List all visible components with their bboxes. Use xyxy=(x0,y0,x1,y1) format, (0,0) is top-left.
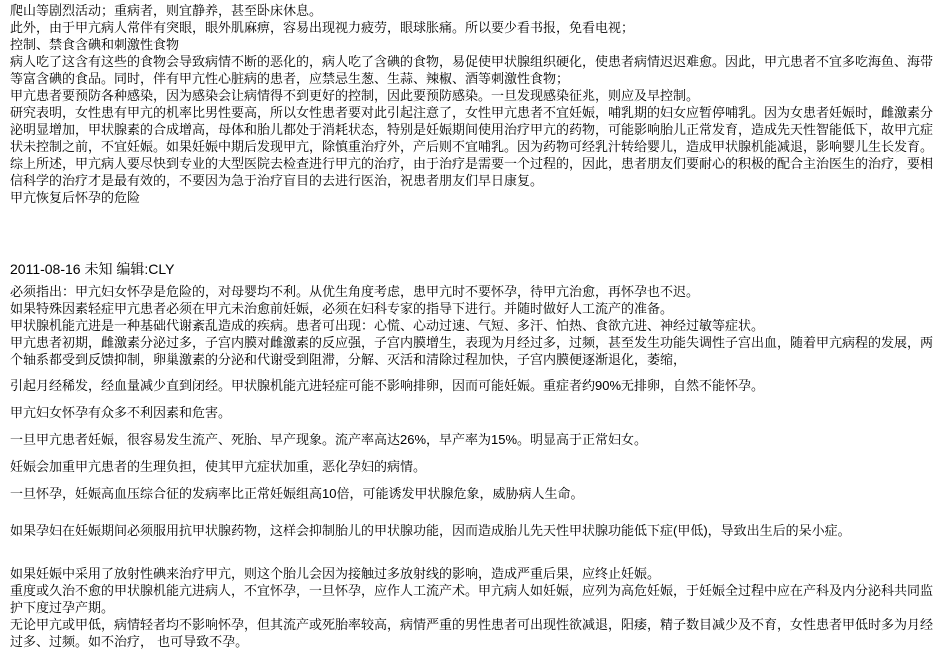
intro-section xyxy=(10,3,942,207)
paragraph-pregnancy-research: 研究表明，女性患有甲亢的机率比男性要高，所以女性患者要对此引起注意了，女性甲亢患者不宜妊娠，哺乳期的妇女应暂停哺乳。因为女患者妊娠时，雌激素分泌明显增加，甲状腺素的合成增高，母体和胎儿都处于消耗状态，特别是妊娠期间使用治疗甲亢的药物，可能影响胎儿正常发育，造成先天性智能低下，故甲亢症状未控制之前，不宜妊娠。如果妊娠中期后发现甲亢，除慎重治疗外，产后则不宜哺乳。因为药物可经乳汁转给婴儿，造成甲状腺机能减退，影响婴儿生长发育。 xyxy=(10,106,934,155)
paragraph-amenorrhea: 引起月经稀发，经血量减少直到闭经。甲状腺机能亢进轻症可能不影响排卵，因而可能妊娠。重症者约90%无排卵，自然不能怀孕。 xyxy=(10,378,765,393)
paragraph-iodine-heading: 控制、禁食含碘和刺激性食物 xyxy=(10,38,180,53)
paragraph-iodine-diet: 病人吃了这含有这些的食物会导致病情不断的恶化的，病人吃了含碘的食物，易促使甲状腺组织硬化，使患者病情迟迟难愈。因此，甲亢患者不宜多吃海鱼、海带等富含碘的食品。同时，伴有甲亢性心脏病的患者，应禁忌生葱、生蒜、辣椒、酒等刺激性食物； xyxy=(10,55,934,87)
paragraph-summary: 综上所述，甲亢病人要尽快到专业的大型医院去检查进行甲亢的治疗，由于治疗是需要一个过程的，因此，患者朋友们要耐心的积极的配合主治医生的治疗，要相信科学的治疗才是最有效的，不要因为急于治疗盲目的去进行医治，祝患者朋友们早日康复。 xyxy=(10,157,934,189)
paragraph-physiological-burden: 妊娠会加重甲亢患者的生理负担，使其甲亢症状加重，恶化孕妇的病情。 xyxy=(10,459,427,474)
paragraph-miscarriage-rate: 一旦甲亢患者妊娠，很容易发生流产、死胎、早产现象。流产率高达26%，早产率为15%。明显高于正常妇女。 xyxy=(10,432,648,447)
paragraph-eye-care: 此外，由于甲亢病人常伴有突眼，眼外肌麻痹，容易出现视力疲劳，眼球胀痛。所以要少看书报，免看电视； xyxy=(10,21,635,36)
paragraph-fertility: 无论甲亢或甲低，病情轻者均不影响怀孕，但其流产或死胎率较高，病情严重的男性患者可出现性欲减退，阳痿，精子数目减少及不育，女性患者甲低时多为月经过多、过频。如不治疗， 也可导致不孕。 xyxy=(10,618,934,650)
paragraph-risk-factors: 甲亢妇女怀孕有众多不利因素和危害。 xyxy=(10,405,232,420)
paragraph-special-case: 如果特殊因素轻症甲亢患者必须在甲亢未治愈前妊娠，必须在妇科专家的指导下进行。并随时做好人工流产的准备。 xyxy=(10,302,674,317)
paragraph-infection: 甲亢患者要预防各种感染，因为感染会让病情得不到更好的控制，因此要预防感染。一旦发现感染征兆，则应及早控制。 xyxy=(10,89,700,104)
paragraph-hyperthyroid-symptoms: 甲状腺机能亢进是一种基础代谢紊乱造成的疾病。患者可出现：心慌、心动过速、气短、多汗、怕热、食欲亢进、神经过敏等症状。 xyxy=(10,319,765,334)
paragraph-hypertension: 一旦怀孕，妊娠高血压综合征的发病率比正常妊娠组高10倍，可能诱发甲状腺危象，威胁病人生命。 xyxy=(10,486,584,501)
paragraph-warning: 必须指出：甲亢妇女怀孕是危险的，对母婴均不利。从优生角度考虑，患甲亢时不要怀孕，待甲亢治愈，再怀孕也不迟。 xyxy=(10,285,700,300)
section-title-pregnancy-risk: 甲亢恢复后怀孕的危险 xyxy=(10,191,141,206)
article-meta-line: 2011-08-16 未知 编辑:CLY xyxy=(10,261,175,277)
paragraph-radioactive-iodine: 如果妊娠中采用了放射性碘来治疗甲亢，则这个胎儿会因为接触过多放射线的影响，造成严重后果，应终止妊娠。 xyxy=(10,567,661,582)
paragraph-antithyroid-drugs: 如果孕妇在妊娠期间必须服用抗甲状腺药物，这样会抑制胎儿的甲状腺功能，因而造成胎儿先天性甲状腺功能低下症(甲低)，导致出生后的呆小症。 xyxy=(10,523,851,538)
pregnancy-risk-section xyxy=(10,284,942,369)
paragraph-severe-cases: 重度或久治不愈的甲状腺机能亢进病人，不宜怀孕，一旦怀孕，应作人工流产术。甲亢病人如妊娠，应列为高危妊娠，于妊娠全过程中应在产科及内分泌科共同监护下度过孕产期。 xyxy=(10,584,934,616)
paragraph-activity-rest: 爬山等剧烈活动；重病者，则宜静养，甚至卧床休息。 xyxy=(10,4,323,19)
paragraph-estrogen-effects: 甲亢患者初期，雌激素分泌过多，子宫内膜对雌激素的反应强，子宫内膜增生，表现为月经过多，过频，甚至发生功能失调性子宫出血，随着甲亢病程的发展，两个轴系都受到反馈抑制，卵巢激素的分泌和代谢受到阻滞，分解、灭活和清除过程加快，子宫内膜便逐渐退化，萎缩， xyxy=(10,336,934,368)
closing-section xyxy=(10,566,942,651)
